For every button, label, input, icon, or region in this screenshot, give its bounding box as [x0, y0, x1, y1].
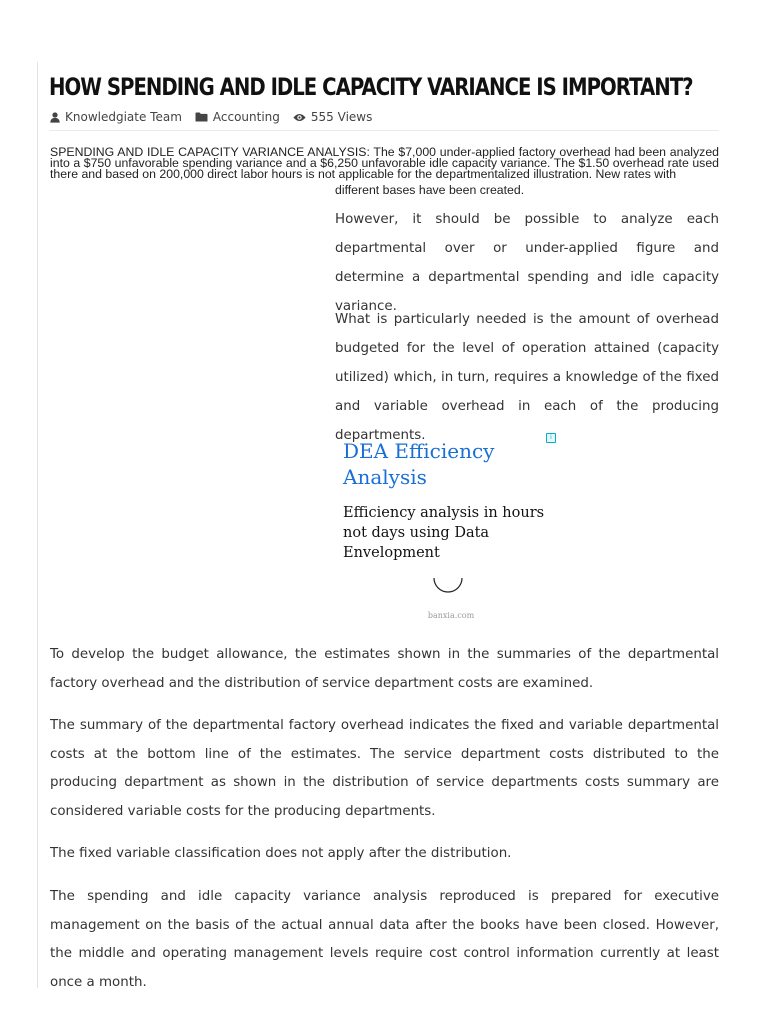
article-meta [50, 108, 385, 126]
content-left-border [37, 62, 38, 988]
ad-headline[interactable]: DEA Efficiency Analysis [343, 439, 495, 489]
folder-icon [195, 112, 208, 122]
paragraph: However, it should be possible to analyze each departmental over or under-applied figure and determine a departmental spending and idle capacity variance. [335, 212, 719, 314]
eye-icon [293, 113, 306, 122]
article-excerpt: SPENDING AND IDLE CAPACITY VARIANCE ANALYSIS: The $7,000 under-applied factory overhead had been analyzed into a $750 unfavorable spending variance and a $6,250 unfavorable idle capacity variance. The $1.50 overhead rate used there and based on 200,000 direct labor hours is not applicable for the departmentalized illustration. New rates with [50, 145, 719, 181]
article-title: HOW SPENDING AND IDLE CAPACITY VARIANCE IS IMPORTANT? [49, 73, 693, 101]
advertisement[interactable] [336, 430, 558, 626]
ad-description: Efficiency analysis in hours not days using Data Envelopment [343, 505, 545, 561]
paragraph: To develop the budget allowance, the estimates shown in the summaries of the departmental factory overhead and the distribution of service department costs are examined. [50, 647, 719, 691]
article-excerpt-continued: different bases have been created. [335, 183, 525, 197]
paragraph: The fixed variable classification does not apply after the distribution. [50, 846, 512, 861]
paragraph: What is particularly needed is the amount of overhead budgeted for the level of operation attained (capacity utilized) which, in turn, requires a knowledge of the fixed and variable overhead in each of the producing departments. [335, 312, 719, 443]
meta-divider [49, 130, 719, 131]
meta-views [293, 110, 372, 124]
meta-author[interactable] [50, 110, 182, 124]
loading-spinner-icon [431, 575, 465, 603]
ad-domain[interactable]: banxia.com [427, 611, 475, 620]
meta-category[interactable] [195, 110, 280, 124]
paragraph: The spending and idle capacity variance analysis reproduced is prepared for executive management on the basis of the actual annual data after the books have been closed. However, the middle and operating management levels require cost control information currently at least once a month. [50, 889, 719, 990]
paragraph: The summary of the departmental factory overhead indicates the fixed and variable departmental costs at the bottom line of the estimates. The service department costs distributed to the producing department as shown in the distribution of service departments costs summary are considered variable costs for the producing departments. [50, 718, 719, 819]
views-count: 555 Views [310, 110, 373, 124]
user-icon [50, 112, 60, 123]
adchoices-icon[interactable]: i [546, 433, 556, 443]
category-link: Accounting [212, 110, 280, 124]
author-name: Knowledgiate Team [65, 110, 182, 124]
